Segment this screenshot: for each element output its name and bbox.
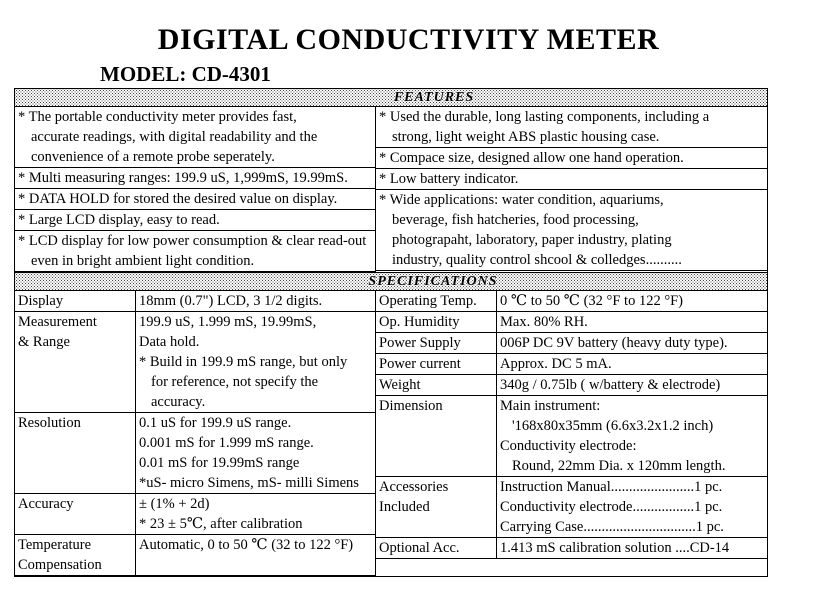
- spec-label-cell: [15, 291, 136, 311]
- feature-cell: [376, 190, 767, 270]
- spec-value-cell: [136, 312, 375, 412]
- spec-label-line: Operating Temp.: [379, 293, 477, 309]
- spec-value-line: 0.1 uS for 199.9 uS range.: [139, 415, 292, 431]
- specifications-band: [15, 273, 767, 291]
- spec-label-cell: [15, 413, 136, 493]
- spec-row: [376, 291, 767, 312]
- feature-line: * Wide applications: water condition, aquariums,: [379, 192, 664, 208]
- spec-value-cell: [497, 396, 766, 476]
- spec-label-cell: [376, 477, 497, 537]
- specifications-right-column: [376, 291, 767, 576]
- feature-line: * The portable conductivity meter provides fast,: [18, 109, 297, 125]
- spec-label-cell: [376, 333, 497, 353]
- spec-row: [376, 538, 767, 559]
- model-subtitle: MODEL: CD-4301: [100, 62, 271, 86]
- spec-value-line: Carrying Case...............................1 pc.: [500, 519, 724, 535]
- spec-label-line: Power Supply: [379, 335, 461, 351]
- spec-label-cell: [376, 291, 497, 311]
- spec-row: [15, 413, 375, 494]
- spec-label-cell: [15, 312, 136, 412]
- spec-label-line: Resolution: [18, 415, 81, 431]
- spec-value-line: Conductivity electrode:: [500, 438, 637, 454]
- feature-cell: [376, 169, 767, 189]
- spec-label-line: Display: [18, 293, 64, 309]
- spec-value-line: Approx. DC 5 mA.: [500, 356, 612, 372]
- spec-value-line: *uS- micro Simens, mS- milli Simens: [139, 475, 359, 491]
- features-band: [15, 89, 767, 107]
- spec-label-line: Weight: [379, 377, 421, 393]
- specifications-table: [14, 272, 768, 577]
- feature-cell: [15, 168, 375, 188]
- spec-value-line: Instruction Manual.......................1 pc.: [500, 479, 723, 495]
- spec-value-line: 1.413 mS calibration solution ....CD-14: [500, 540, 730, 556]
- feature-cell: [376, 107, 767, 147]
- spec-label-cell: [376, 375, 497, 395]
- spec-label-line: Optional Acc.: [379, 540, 460, 556]
- spec-value-cell: [136, 535, 375, 575]
- spec-value-line: 0.001 mS for 1.999 mS range.: [139, 435, 314, 451]
- spec-value-line: Max. 80% RH.: [500, 314, 588, 330]
- specifications-band-label: SPECIFICATIONS: [368, 274, 498, 289]
- spec-value-line: 006P DC 9V battery (heavy duty type).: [500, 335, 728, 351]
- feature-cell: [15, 189, 375, 209]
- spec-value-cell: [497, 312, 766, 332]
- feature-line: industry, quality control shcool & colledges..........: [392, 252, 682, 268]
- spec-row: [376, 333, 767, 354]
- spec-label-cell: [15, 494, 136, 534]
- spec-label-line: Dimension: [379, 398, 443, 414]
- spec-label-line: Accessories: [379, 479, 449, 495]
- feature-line: beverage, fish hatcheries, food processing,: [392, 212, 639, 228]
- features-table: [14, 88, 768, 273]
- spec-value-cell: [497, 354, 766, 374]
- spec-value-line: accuracy.: [151, 394, 206, 410]
- features-band-label: FEATURES: [393, 90, 475, 105]
- spec-value-line: '168x80x35mm (6.6x3.2x1.2 inch): [512, 418, 714, 434]
- spec-label-cell: [376, 396, 497, 476]
- feature-row: [15, 168, 375, 189]
- spec-value-line: Conductivity electrode.................1 pc.: [500, 499, 723, 515]
- specifications-left-column: [15, 291, 376, 576]
- spec-value-cell: [136, 413, 375, 493]
- spec-label-cell: [376, 354, 497, 374]
- spec-value-cell: [136, 291, 375, 311]
- spec-value-line: * Build in 199.9 mS range, but only: [139, 354, 348, 370]
- feature-line: * Compace size, designed allow one hand operation.: [379, 150, 684, 166]
- spec-value-line: Round, 22mm Dia. x 120mm length.: [512, 458, 726, 474]
- spec-row: [15, 535, 375, 576]
- feature-line: strong, light weight ABS plastic housing case.: [392, 129, 660, 145]
- spec-label-line: Measurement: [18, 314, 97, 330]
- spec-label-line: Temperature: [18, 537, 92, 553]
- feature-row: [15, 231, 375, 272]
- feature-row: [376, 190, 767, 271]
- spec-label-cell: [376, 538, 497, 558]
- spec-label-line: Included: [379, 499, 430, 515]
- spec-label-line: & Range: [18, 334, 70, 350]
- features-left-column: [15, 107, 376, 272]
- spec-value-cell: [497, 538, 766, 558]
- page-title: DIGITAL CONDUCTIVITY METER: [157, 23, 660, 56]
- spec-value-line: 0.01 mS for 19.99mS range: [139, 455, 300, 471]
- feature-line: photograpaht, laboratory, paper industry, plating: [392, 232, 672, 248]
- spec-value-line: * 23 ± 5℃, after calibration: [139, 516, 303, 532]
- spec-value-cell: [136, 494, 375, 534]
- spec-value-line: for reference, not specify the: [151, 374, 319, 390]
- spec-row: [376, 396, 767, 477]
- spec-value-line: 340g / 0.75lb ( w/battery & electrode): [500, 377, 721, 393]
- spec-row: [15, 312, 375, 413]
- feature-row: [15, 107, 375, 168]
- feature-line: * DATA HOLD for stored the desired value on display.: [18, 191, 338, 207]
- spec-value-line: 0 ℃ to 50 ℃ (32 °F to 122 °F): [500, 293, 684, 309]
- feature-row: [15, 189, 375, 210]
- feature-line: * Large LCD display, easy to read.: [18, 212, 220, 228]
- spec-row: [376, 375, 767, 396]
- spec-value-cell: [497, 333, 766, 353]
- spec-row: [376, 312, 767, 333]
- spec-label-cell: [15, 535, 136, 575]
- spec-value-cell: [497, 375, 766, 395]
- feature-row: [376, 107, 767, 148]
- feature-line: * Low battery indicator.: [379, 171, 519, 187]
- features-panes: [15, 107, 767, 272]
- spec-row: [15, 291, 375, 312]
- spec-row: [376, 477, 767, 538]
- feature-cell: [376, 148, 767, 168]
- feature-line: convenience of a remote probe seperately.: [31, 149, 275, 165]
- spec-label-line: Compensation: [18, 557, 102, 573]
- feature-row: [15, 210, 375, 231]
- spec-row: [376, 354, 767, 375]
- feature-line: * Used the durable, long lasting components, including a: [379, 109, 710, 125]
- spec-label-line: Op. Humidity: [379, 314, 460, 330]
- spec-label-line: Accuracy: [18, 496, 74, 512]
- feature-line: * Multi measuring ranges: 199.9 uS, 1,999mS, 19.99mS.: [18, 170, 348, 186]
- feature-line: accurate readings, with digital readability and the: [31, 129, 318, 145]
- feature-cell: [15, 107, 375, 167]
- spec-value-cell: [497, 291, 766, 311]
- spec-value-line: Data hold.: [139, 334, 200, 350]
- feature-cell: [15, 231, 375, 271]
- feature-row: [376, 148, 767, 169]
- spec-label-cell: [376, 312, 497, 332]
- spec-value-line: Automatic, 0 to 50 ℃ (32 to 122 °F): [139, 537, 354, 553]
- spec-value-line: Main instrument:: [500, 398, 601, 414]
- spec-value-line: 199.9 uS, 1.999 mS, 19.99mS,: [139, 314, 317, 330]
- spec-value-cell: [497, 477, 766, 537]
- feature-line: * LCD display for low power consumption & clear read-out: [18, 233, 367, 249]
- spec-row: [15, 494, 375, 535]
- spec-value-line: 18mm (0.7") LCD, 3 1/2 digits.: [139, 293, 323, 309]
- feature-cell: [15, 210, 375, 230]
- specifications-panes: [15, 291, 767, 576]
- feature-row: [376, 169, 767, 190]
- spec-value-line: ± (1% + 2d): [139, 496, 210, 512]
- spec-label-line: Power current: [379, 356, 461, 372]
- feature-line: even in bright ambient light condition.: [31, 253, 255, 269]
- features-right-column: [376, 107, 767, 272]
